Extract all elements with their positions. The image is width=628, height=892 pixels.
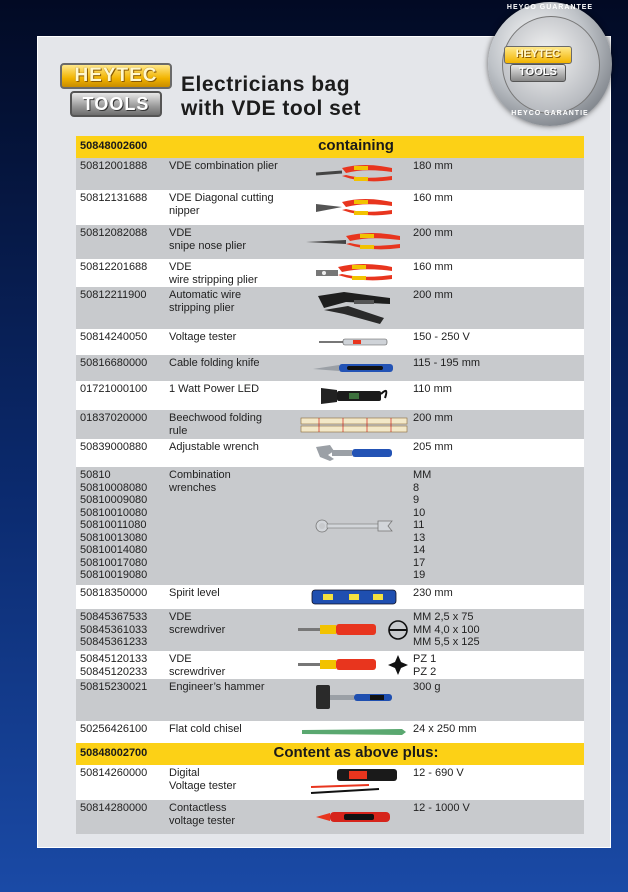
chisel-icon — [296, 721, 411, 743]
table-row — [76, 721, 584, 743]
article-number: 50812001888 — [80, 160, 148, 172]
table-row — [76, 585, 584, 609]
table-row — [76, 679, 584, 721]
contactless-tester-icon — [296, 800, 411, 834]
size: 110 mm — [413, 383, 452, 395]
article-number: 50814280000 — [80, 802, 148, 814]
automatic-stripper-icon — [296, 287, 411, 329]
voltage-tester-icon — [296, 329, 411, 355]
size: 230 mm — [413, 587, 453, 599]
slotted-screwdriver-icon — [296, 609, 411, 651]
article-number: 01721000100 — [80, 383, 148, 395]
description: Engineer’s hammer — [169, 681, 265, 693]
logo-bottom: TOOLS — [70, 91, 162, 117]
description: Beechwood folding rule — [169, 412, 262, 437]
table-row — [76, 259, 584, 287]
set-code: 50848002600 — [80, 140, 148, 152]
description: Flat cold chisel — [169, 723, 242, 735]
article-number: 50812082088 — [80, 227, 148, 239]
section-header-plus — [76, 743, 584, 765]
size: 200 mm — [413, 227, 453, 239]
size: 160 mm — [413, 192, 453, 204]
table-row — [76, 225, 584, 259]
table-row — [76, 355, 584, 381]
knife-icon — [296, 355, 411, 381]
description: VDE wire stripping plier — [169, 261, 258, 286]
size: 150 - 250 V — [413, 331, 470, 343]
plier-icon — [296, 158, 411, 190]
description: VDE screwdriver — [169, 653, 226, 678]
description: Automatic wire stripping plier — [169, 289, 242, 314]
title-line-2: with VDE tool set — [181, 97, 362, 120]
seal-logo-bottom: TOOLS — [510, 64, 566, 82]
article-number: 50812211900 — [80, 289, 147, 301]
seal-logo-top: HEYTEC — [504, 46, 572, 64]
description: Combination wrenches — [169, 469, 231, 494]
size: 24 x 250 mm — [413, 723, 477, 735]
description: VDE screwdriver — [169, 611, 226, 636]
article-number: 50815230021 — [80, 681, 148, 693]
seal-text-top: HEYCO GUARANTEE — [506, 4, 594, 11]
guarantee-seal — [488, 2, 612, 126]
size: 300 g — [413, 681, 441, 693]
table-row — [76, 190, 584, 225]
logo-top: HEYTEC — [60, 63, 172, 89]
article-number: 01837020000 — [80, 412, 148, 424]
table-row — [76, 287, 584, 329]
size: 115 - 195 mm — [413, 357, 481, 369]
wire-stripper-icon — [296, 259, 411, 287]
seal-text-bottom: HEYCO GARANTIE — [511, 110, 589, 117]
description: Contactless voltage tester — [169, 802, 236, 827]
description: Cable folding knife — [169, 357, 260, 369]
description: VDE Diagonal cutting nipper — [169, 192, 274, 217]
article-number: 50818350000 — [80, 587, 148, 599]
table-row — [76, 765, 584, 800]
description: 1 Watt Power LED — [169, 383, 260, 395]
spirit-level-icon — [296, 585, 411, 609]
size: 160 mm — [413, 261, 453, 273]
article-number: 50812131688 — [80, 192, 148, 204]
pozidriv-screwdriver-icon — [296, 651, 411, 679]
description: Spirit level — [169, 587, 220, 599]
section-label: containing — [318, 137, 394, 154]
table-row — [76, 381, 584, 410]
heytec-logo — [60, 63, 172, 119]
description: Adjustable wrench — [169, 441, 259, 453]
product-table — [76, 136, 584, 834]
article-number: 50810 50810008080 50810009080 50810010080 50810011080 50810013080 50810014080 50810017080 50810019080 — [80, 469, 148, 581]
description: Digital Voltage tester — [169, 767, 237, 792]
size: 180 mm — [413, 160, 453, 172]
catalog-panel — [37, 36, 611, 848]
size: 205 mm — [413, 441, 453, 453]
article-number: 50812201688 — [80, 261, 148, 273]
article-number: 50814240050 — [80, 331, 148, 343]
article-number: 50839000880 — [80, 441, 148, 453]
article-number: 50845367533 50845361033 50845361233 — [80, 611, 148, 648]
article-number: 50256426100 — [80, 723, 148, 735]
table-row — [76, 410, 584, 439]
article-number: 50816680000 — [80, 357, 148, 369]
size: 12 - 690 V — [413, 767, 464, 779]
description: VDE combination plier — [169, 160, 278, 172]
title-line-1: Electricians bag — [181, 73, 351, 96]
hammer-icon — [296, 679, 411, 721]
table-row — [76, 609, 584, 651]
adjustable-wrench-icon — [296, 439, 411, 467]
size: 12 - 1000 V — [413, 802, 470, 814]
table-row — [76, 467, 584, 585]
page-title — [181, 73, 361, 121]
size: 200 mm — [413, 412, 453, 424]
description: Voltage tester — [169, 331, 237, 343]
set-code: 50848002700 — [80, 747, 148, 759]
table-row — [76, 800, 584, 834]
size: MM 8 9 10 11 13 14 17 19 — [413, 469, 432, 581]
section-header-containing — [76, 136, 584, 158]
folding-rule-icon — [296, 410, 411, 439]
table-row — [76, 158, 584, 190]
size: 200 mm — [413, 289, 453, 301]
table-row — [76, 651, 584, 679]
flashlight-icon — [296, 381, 411, 410]
article-number: 50845120133 50845120233 — [80, 653, 148, 678]
diagonal-cutter-icon — [296, 190, 411, 225]
section-label: Content as above plus: — [273, 744, 439, 761]
snipe-nose-plier-icon — [296, 225, 411, 259]
table-row — [76, 439, 584, 467]
description: VDE snipe nose plier — [169, 227, 247, 252]
size: PZ 1 PZ 2 — [413, 653, 437, 678]
table-row — [76, 329, 584, 355]
combination-wrench-icon — [296, 467, 411, 585]
digital-voltage-tester-icon — [296, 765, 411, 800]
size: MM 2,5 x 75 MM 4,0 x 100 MM 5,5 x 125 — [413, 611, 480, 648]
article-number: 50814260000 — [80, 767, 148, 779]
